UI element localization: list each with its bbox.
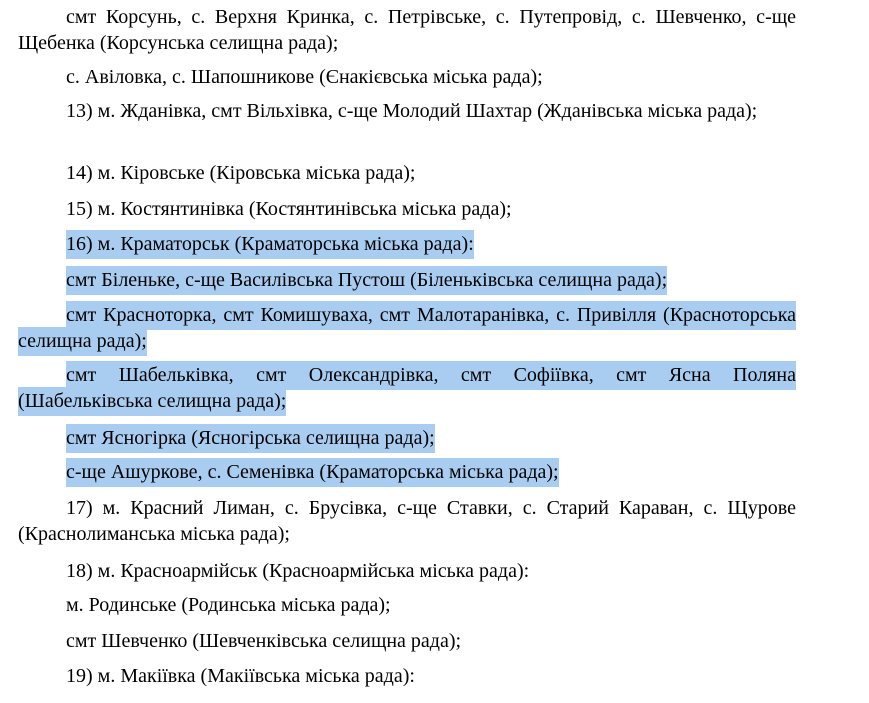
paragraph (18, 64, 796, 90)
paragraph (18, 558, 796, 584)
paragraph-text[interactable]: 16) м. Краматорськ (Краматорська міська рада): (66, 230, 474, 259)
paragraph-text[interactable]: 14) м. Кіровське (Кіровська міська рада); (66, 162, 416, 184)
selected-paragraph (18, 267, 796, 293)
selected-paragraph (18, 231, 796, 257)
paragraph (18, 628, 796, 654)
paragraph (18, 663, 796, 689)
paragraph-text[interactable]: 15) м. Костянтинівка (Костянтинівська міська рада); (66, 198, 512, 220)
paragraph-text[interactable]: с. Авіловка, с. Шапошникове (Єнакієвська міська рада); (66, 66, 543, 88)
paragraph-text[interactable]: м. Родинське (Родинська міська рада); (66, 594, 391, 616)
paragraph-text[interactable]: смт Шабельківка, смт Олександрівка, смт Софіївка, смт Ясна Поляна (Шабельківська селищна рада); (18, 361, 796, 416)
paragraph-text[interactable]: с-ще Ашуркове, с. Семенівка (Краматорська міська рада); (66, 458, 559, 487)
paragraph-text[interactable]: смт Ясногірка (Ясногірська селищна рада); (66, 424, 435, 453)
paragraph (18, 196, 796, 222)
paragraph (18, 592, 796, 618)
paragraph-text[interactable]: 17) м. Красний Лиман, с. Брусівка, с-ще Ставки, с. Старий Караван, с. Щурове (Краснолиманська міська рада); (18, 497, 796, 545)
paragraph-text[interactable]: смт Корсунь, с. Верхня Кринка, с. Петрівське, с. Путепровід, с. Шевченко, с-ще Щебенка (Корсунська селищна рада); (18, 6, 796, 54)
paragraph (18, 495, 796, 547)
paragraph-text[interactable]: 13) м. Жданівка, смт Вільхівка, с-ще Молодий Шахтар (Жданівська міська рада); (66, 100, 758, 122)
paragraph-text[interactable]: 18) м. Красноармійськ (Красноармійська міська рада): (66, 560, 530, 582)
paragraph-text[interactable]: смт Шевченко (Шевченківська селищна рада); (66, 630, 462, 652)
paragraph-text[interactable]: смт Біленьке, с-ще Василівська Пустош (Біленьківська селищна рада); (66, 266, 667, 295)
selected-paragraph (18, 459, 796, 485)
selected-paragraph (18, 302, 796, 354)
selected-paragraph (18, 362, 796, 414)
paragraph-text[interactable]: 19) м. Макіївка (Макіївська міська рада): (66, 665, 415, 687)
paragraph (18, 160, 796, 186)
paragraph (18, 98, 796, 124)
selected-paragraph (18, 425, 796, 451)
paragraph-text[interactable]: смт Красноторка, смт Комишуваха, смт Малотаранівка, с. Привілля (Красноторська селищна рада); (18, 301, 796, 356)
paragraph (18, 4, 796, 56)
